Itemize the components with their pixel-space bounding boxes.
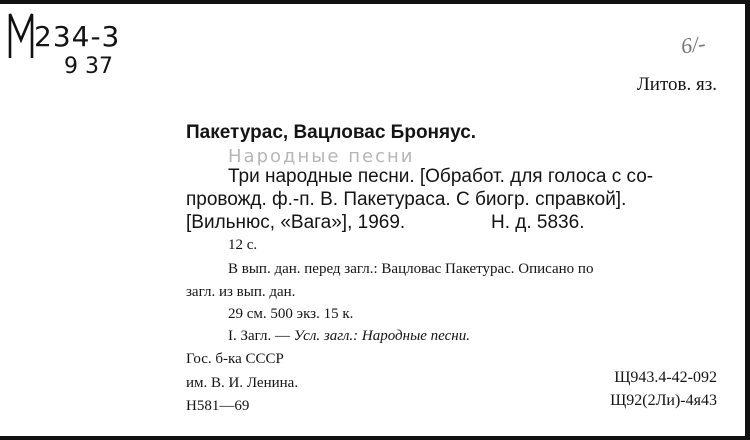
classification-code-2: Щ92(2Ли)-4я43 [610, 392, 717, 409]
faded-stamp-text: Народные песни [228, 146, 415, 167]
description-line-2: провожд. ф.-п. В. Пакетураса. С биогр. справкой]. [186, 189, 627, 210]
shelf-mark-line2: 9 37 [64, 54, 113, 79]
author-heading: Пакетурас, Вацловас Броняус. [186, 122, 477, 143]
tracing-uniform-title: Усл. загл.: Народные песни. [293, 328, 470, 344]
plate-number: Н. д. 5836. [491, 212, 585, 233]
page-count: 12 с. [228, 237, 258, 253]
physical-description: 29 см. 500 экз. 15 к. [228, 306, 354, 322]
library-name-line-1: Гос. б-ка СССР [186, 351, 284, 367]
publication-info: [Вильнюс, «Вага»], 1969. [186, 212, 406, 233]
classification-code-1: Щ943.4-42-092 [614, 369, 717, 386]
language-note: Литов. яз. [636, 74, 717, 95]
shelf-mark-line1: 234-3 [34, 20, 121, 53]
corner-pencil-note: 6/- [678, 30, 707, 59]
library-name-line-2: им. В. И. Ленина. [186, 375, 299, 391]
description-line-3 [186, 212, 585, 234]
tracing-prefix: I. Загл. — [228, 328, 294, 344]
handwritten-letter-m [6, 10, 36, 62]
note-line-1: В вып. дан. перед загл.: Вацловас Пакетурас. Описано по [228, 261, 594, 277]
tracing-line [228, 328, 470, 345]
library-card-number: Н581—69 [186, 398, 250, 414]
description-line-1: Три народные песни. [Обработ. для голоса с со- [228, 166, 654, 187]
note-line-2: загл. из вып. дан. [186, 284, 296, 300]
